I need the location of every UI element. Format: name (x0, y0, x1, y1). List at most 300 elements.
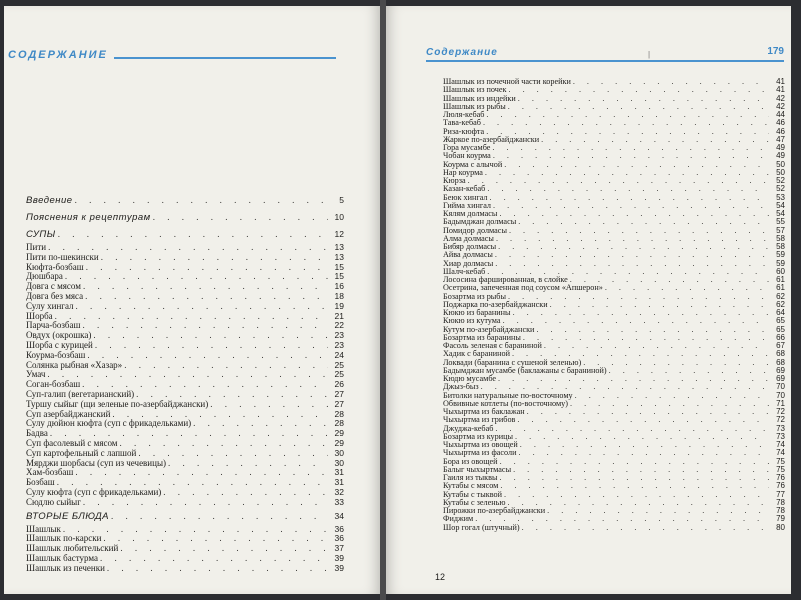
toc-entry-page: 41 (776, 85, 785, 95)
toc-entry-title: Умач (26, 369, 46, 380)
toc-entry-page: 10 (334, 212, 344, 222)
leader-dots (507, 499, 769, 507)
toc-entry-title: Кялям долмасы (443, 209, 498, 218)
toc-entry-title: Кюкю из баранины (443, 308, 511, 317)
leader-dots (536, 326, 769, 334)
leader-dots (95, 341, 328, 351)
leader-dots (103, 534, 328, 544)
leader-dots (76, 302, 328, 312)
leader-dots (509, 227, 769, 235)
leader-dots (75, 192, 328, 209)
toc-entry-title: Гаиля из тыквы (443, 473, 498, 482)
toc-entry-page: 27 (334, 398, 344, 409)
toc-entry-page: 25 (334, 359, 344, 370)
toc-entry-title: Суп азербайджанский (26, 408, 111, 419)
toc-entry-page: 64 (776, 308, 785, 317)
toc-entry-title: Овдух (окрошка) (26, 330, 92, 341)
leader-dots (550, 301, 769, 309)
toc-entry (443, 227, 785, 235)
leader-dots (193, 419, 328, 429)
leader-dots (522, 524, 769, 532)
leader-dots (609, 367, 769, 375)
toc-entry-title: Гийма хингал (443, 200, 491, 210)
toc-entry-page: 5 (339, 195, 344, 205)
toc-entry-title: Дюшбара (26, 271, 63, 282)
toc-entry-page: 54 (776, 209, 785, 218)
toc-entry-title: Хадик с бараниной (443, 349, 510, 359)
leader-dots (518, 449, 769, 457)
toc-entry (443, 103, 785, 111)
toc-entry-title: Шор гогал (штучный) (443, 522, 520, 532)
toc-entry-title: Сулу хингал (26, 300, 74, 311)
toc-entry-title: Кутабы с зеленью (443, 497, 506, 507)
toc-entry-title: Люля-кебаб (443, 110, 485, 119)
toc-entry-page: 49 (776, 151, 785, 161)
toc-entry-title: Фасоль зеленая с бараниной (443, 341, 542, 350)
leader-dots (547, 507, 769, 515)
toc-entry-page: 21 (334, 310, 344, 321)
toc-entry-title: Алма долмасы (443, 233, 494, 243)
toc-entry-title: Кутум по-азербайджански (443, 324, 535, 334)
toc-entry-title: Суп картофельный с лапшой (26, 447, 137, 458)
toc-section-page: 34 (334, 510, 344, 521)
leader-dots (487, 185, 769, 193)
leader-dots (500, 482, 769, 490)
toc-entry-page: 70 (776, 390, 785, 400)
toc-entry-page: 62 (776, 299, 785, 309)
leader-dots (489, 194, 769, 202)
leader-dots (513, 466, 769, 474)
toc-entry (26, 209, 344, 226)
toc-entry-page: 28 (334, 408, 344, 419)
toc-entry-title: Фиджим (443, 514, 474, 524)
toc-entry-page: 73 (776, 431, 785, 441)
leader-dots (492, 144, 769, 152)
toc-entry-page: 29 (334, 428, 344, 439)
toc-entry-page: 61 (776, 283, 785, 293)
toc-entry-page: 22 (334, 320, 344, 331)
toc-entry-page: 52 (776, 176, 785, 185)
toc-entry-title: Чыхыртма из фасоли (443, 448, 517, 458)
toc-entry (443, 243, 785, 251)
toc-entry-page: 78 (776, 497, 785, 507)
toc-entry-page: 24 (334, 349, 344, 360)
leader-dots (500, 458, 769, 466)
toc-entry-page: 52 (776, 184, 785, 194)
toc-entry-page: 39 (334, 552, 344, 563)
leader-dots (483, 119, 769, 127)
leader-dots (82, 321, 328, 331)
right-page (386, 6, 791, 594)
leader-dots (570, 400, 769, 408)
toc-entry-page: 42 (776, 93, 785, 103)
toc-entry-title: Шашлык (26, 523, 61, 534)
left-toc (26, 192, 344, 574)
leader-dots (515, 433, 769, 441)
toc-entry-title: Пояснения к рецептурам (26, 212, 151, 223)
leader-dots (85, 292, 328, 302)
leader-dots (495, 260, 769, 268)
leader-dots (486, 111, 769, 119)
left-header-title: СОДЕРЖАНИЕ (8, 49, 108, 61)
toc-entry (443, 524, 785, 532)
toc-entry-page: 41 (776, 77, 785, 86)
toc-entry-page: 25 (334, 369, 344, 380)
toc-entry-page: 47 (776, 134, 785, 144)
toc-entry (26, 459, 344, 469)
toc-entry-title: Кюфта-бозбаш (26, 261, 84, 272)
leader-dots (87, 351, 328, 361)
leader-dots (498, 375, 769, 383)
toc-entry-title: Чыхыртма из баклажан (443, 407, 525, 416)
leader-dots (527, 408, 769, 416)
toc-entry (443, 260, 785, 268)
toc-entry-title: Парча-бозбаш (26, 320, 81, 331)
toc-entry-page: 78 (776, 506, 785, 515)
toc-entry-page: 73 (776, 423, 785, 433)
leader-dots (605, 284, 769, 292)
toc-entry-title: Сулу дюйюн кюфта (суп с фрикадельками) (26, 418, 192, 429)
toc-entry-title: Бозартма из баранины (443, 332, 521, 342)
toc-entry (443, 507, 785, 515)
toc-entry-title: Бозбаш (26, 477, 55, 488)
leader-dots (498, 243, 769, 251)
leader-dots (86, 263, 328, 273)
leader-dots (493, 202, 769, 210)
toc-entry-page: 50 (776, 167, 785, 177)
toc-entry-page: 19 (334, 300, 344, 311)
toc-entry-page: 13 (334, 251, 344, 262)
toc-entry-title: Бадымджан мусамбе (баклажаны с бараниной) (443, 365, 607, 375)
leader-dots (163, 488, 328, 498)
toc-entry-title: Нар коурма (443, 167, 483, 177)
toc-entry-title: Шашлык бастурма (26, 552, 99, 563)
toc-entry-title: Введение (26, 195, 73, 206)
toc-entry-title: Шашлык из почечной части корейки (443, 77, 571, 86)
toc-entry-page: 32 (334, 486, 344, 497)
leader-dots (55, 312, 328, 322)
toc-entry-title: Бадва (26, 428, 48, 439)
toc-entry-page: 55 (776, 217, 785, 227)
toc-entry-title: Риза-кюфта (443, 126, 485, 136)
toc-entry (443, 119, 785, 127)
toc-section-mains (26, 508, 344, 525)
toc-entry-page: 72 (776, 415, 785, 425)
toc-entry-page: 76 (776, 473, 785, 482)
toc-entry-title: Лососина фаршированная, в слойке (443, 275, 568, 284)
toc-entry-title: Довга без мяса (26, 290, 84, 301)
toc-entry-page: 46 (776, 126, 785, 136)
toc-entry-page: 50 (776, 159, 785, 169)
toc-entry-page: 75 (776, 456, 785, 466)
toc-entry-title: Коурма-бозбаш (26, 349, 86, 360)
toc-entry-page: 65 (776, 324, 785, 334)
toc-entry-page: 74 (776, 440, 785, 449)
toc-entry (443, 416, 785, 424)
toc-entry (26, 419, 344, 429)
toc-section-soups (26, 226, 344, 243)
leader-dots (520, 441, 769, 449)
toc-entry (26, 302, 344, 312)
toc-entry-page: 15 (334, 271, 344, 282)
toc-entry (443, 375, 785, 383)
toc-entry-title: Балыг чыхыртмасы (443, 464, 512, 474)
leader-dots (500, 474, 769, 482)
toc-entry (443, 111, 785, 119)
leader-dots (120, 544, 328, 554)
toc-entry-title: Пити по-шекински (26, 251, 99, 262)
toc-entry-page: 59 (776, 258, 785, 268)
toc-entry-page: 15 (334, 261, 344, 272)
leader-dots (168, 459, 328, 469)
toc-entry-page: 76 (776, 481, 785, 491)
toc-entry-title: Чыхыртма из овощей (443, 440, 518, 449)
toc-entry-page: 75 (776, 464, 785, 474)
toc-entry-title: Кутабы с мясом (443, 481, 499, 491)
leader-dots (495, 425, 769, 433)
toc-entry-page: 58 (776, 242, 785, 251)
toc-entry (443, 144, 785, 152)
leader-dots (508, 103, 769, 111)
footer-page-number: 12 (435, 572, 446, 582)
right-page-header (426, 44, 784, 60)
toc-entry (443, 194, 785, 202)
toc-entry-title: Шашлык из индейки (443, 93, 516, 103)
toc-entry-title: Шорба (26, 310, 53, 321)
leader-dots (508, 86, 769, 94)
toc-entry-title: Довга с мясом (26, 281, 81, 292)
leader-dots (573, 78, 769, 86)
toc-entry (26, 361, 344, 371)
toc-entry-title: Бадымджан долмасы (443, 217, 517, 227)
toc-entry-page: 28 (334, 418, 344, 429)
toc-entry-title: Сюдлю сыйыг (26, 496, 81, 507)
toc-entry-page: 57 (776, 225, 785, 235)
toc-entry-page: 77 (776, 489, 785, 499)
leader-dots (124, 361, 328, 371)
toc-entry-page: 69 (776, 365, 785, 375)
toc-entry-page: 30 (334, 447, 344, 458)
toc-entry-page: 68 (776, 349, 785, 359)
toc-entry-title: Шашлык по-карски (26, 533, 102, 544)
toc-entry-title: Гора мусамбе (443, 143, 491, 152)
right-toc (443, 78, 785, 532)
toc-entry-title: Пити (26, 242, 47, 252)
toc-entry-title: Солянка рыбная «Хазар» (26, 359, 123, 370)
toc-entry-title: Коурма с алычой (443, 159, 503, 169)
toc-entry (26, 498, 344, 508)
leader-dots (63, 525, 328, 535)
toc-entry-title: Бозартма из курицы (443, 431, 514, 441)
toc-entry-title: Беюк хингал (443, 192, 488, 202)
toc-entry-page: 54 (776, 200, 785, 210)
toc-entry-page: 60 (776, 266, 785, 276)
toc-entry-page: 18 (334, 290, 344, 301)
leader-dots (495, 251, 769, 259)
toc-entry-page: 23 (334, 339, 344, 350)
leader-dots (504, 491, 769, 499)
leader-dots (47, 370, 328, 380)
toc-entry-page: 59 (776, 250, 785, 260)
toc-entry-page: 42 (776, 101, 785, 111)
leader-dots (518, 218, 769, 226)
toc-entry-title: Сулу кюфта (суп с фрикадельками) (26, 486, 162, 497)
toc-entry-page: 80 (776, 522, 785, 532)
toc-entry-title: Помидор долмасы (443, 225, 507, 235)
toc-entry-page: 27 (334, 388, 344, 399)
toc-entry-title: Суп фасолевый с мясом (26, 437, 118, 448)
leader-dots (107, 564, 328, 574)
toc-entry-page: 65 (776, 316, 785, 326)
toc-entry-page: 72 (776, 407, 785, 416)
toc-entry-title: Шашлык из рыбы (443, 101, 506, 111)
toc-entry-title: Локвади (баранина с сушеной зеленью) (443, 357, 582, 367)
toc-entry-title: Кюдю мусамбе (443, 374, 497, 383)
leader-dots (523, 334, 769, 342)
toc-entry-title: Поджарка по-азербайджански (443, 299, 548, 309)
left-page (4, 6, 380, 594)
toc-entry-page: 37 (334, 543, 344, 554)
toc-entry-page: 74 (776, 448, 785, 458)
toc-entry-page: 23 (334, 330, 344, 341)
toc-entry-title: Джыз-быз (443, 382, 479, 392)
toc-section-title: СУПЫ (26, 229, 56, 240)
toc-entry-title: Шашлык из печенки (26, 562, 105, 573)
toc-entry-title: Соган-бозбаш (26, 379, 81, 390)
leader-dots (111, 508, 328, 525)
leader-dots (138, 449, 328, 459)
leader-dots (544, 342, 769, 350)
toc-entry-page: 69 (776, 374, 785, 383)
leader-dots (517, 416, 769, 424)
toc-section-page: 12 (334, 229, 344, 239)
toc-entry-title: Чыхыртма из грибов (443, 415, 516, 425)
left-page-header (6, 44, 376, 60)
toc-entry-title: Битолки натуральные по-восточному (443, 390, 573, 400)
toc-entry-page: 36 (334, 533, 344, 544)
leader-dots (496, 235, 769, 243)
toc-entry-title: Обвивные котлеты (по-восточному) (443, 398, 568, 408)
toc-entry (26, 468, 344, 478)
toc-entry-page: 36 (334, 523, 344, 534)
leader-dots (83, 282, 328, 292)
leader-dots (583, 359, 769, 367)
right-page-number: 179 (767, 46, 784, 57)
leader-dots (65, 272, 328, 282)
toc-entry-page: 70 (776, 382, 785, 392)
leader-dots (58, 226, 328, 243)
toc-entry-title: Шашлык из почек (443, 85, 507, 95)
toc-entry-title: Тава-кебаб (443, 118, 481, 128)
toc-entry-page: 39 (334, 562, 344, 573)
leader-dots (468, 177, 769, 185)
toc-entry-title: Шорба с курицей (26, 339, 93, 350)
leader-dots (504, 161, 769, 169)
leader-dots (83, 498, 328, 508)
leader-dots (493, 152, 769, 160)
toc-entry-title: Суп-галип (вегетарианский) (26, 388, 135, 399)
toc-entry-page: 30 (334, 457, 344, 468)
toc-section-title: ВТОРЫЕ БЛЮДА (26, 510, 110, 522)
leader-dots (101, 253, 328, 263)
toc-entry (443, 161, 785, 169)
toc-entry-title: Казан-кебаб (443, 184, 486, 194)
leader-dots (210, 400, 328, 410)
leader-dots (499, 210, 769, 218)
toc-entry-page: 67 (776, 341, 785, 350)
toc-entry (26, 564, 344, 574)
toc-entry (443, 185, 785, 193)
toc-entry-page: 71 (776, 398, 785, 408)
left-header-rule (114, 57, 336, 59)
leader-dots (513, 309, 769, 317)
leader-dots (93, 331, 328, 341)
toc-entry-title: Шалч-кебаб (443, 266, 486, 276)
leader-dots (75, 468, 328, 478)
toc-entry-title: Туршу сыйыг (щи зеленые по-азербайджански) (26, 398, 209, 409)
toc-entry-title: Кюрза (443, 176, 466, 185)
toc-entry-title: Кюкю из кутума (443, 316, 501, 326)
leader-dots (541, 136, 769, 144)
toc-entry-page: 46 (776, 118, 785, 128)
toc-entry-title: Мярджи шорбасы (суп из чечевицы) (26, 457, 166, 468)
toc-entry-title: Бора из овощей (443, 456, 498, 466)
toc-entry (443, 169, 785, 177)
toc-entry (26, 192, 344, 209)
toc-entry-title: Айва долмасы (443, 250, 493, 260)
toc-entry-page: 49 (776, 143, 785, 152)
leader-dots (518, 95, 769, 103)
toc-entry-page: 58 (776, 233, 785, 243)
toc-entry-page: 53 (776, 192, 785, 202)
toc-entry-title: Шашлык любительский (26, 543, 119, 554)
toc-entry-title: Хам-бозбаш (26, 467, 74, 478)
toc-entry-page: 13 (334, 242, 344, 252)
toc-entry-page: 68 (776, 357, 785, 367)
leader-dots (503, 317, 769, 325)
toc-entry-page: 62 (776, 291, 785, 301)
toc-entry-page: 31 (334, 477, 344, 488)
leader-dots (120, 439, 329, 449)
right-header-title: Содержание (426, 47, 498, 58)
right-header-rule (426, 60, 784, 62)
toc-entry-page: 44 (776, 110, 785, 119)
toc-entry-title: Осетрина, запеченная под соусом «Апшерон» (443, 283, 603, 293)
toc-entry-title: Бозартма из рыбы (443, 291, 506, 301)
leader-dots (153, 209, 328, 226)
leader-dots (485, 169, 769, 177)
toc-entry-page: 79 (776, 514, 785, 524)
toc-entry-page: 26 (334, 379, 344, 390)
toc-entry-title: Жаркое по-азербайджански (443, 134, 540, 144)
toc-entry (443, 136, 785, 144)
toc-entry-title: Хиар долмасы (443, 258, 494, 268)
toc-entry-title: Бибяр долмасы (443, 242, 497, 251)
toc-entry (443, 251, 785, 259)
toc-entry-page: 66 (776, 332, 785, 342)
toc-entry-title: Джуджа-кебаб (443, 423, 494, 433)
page-mark: | (648, 50, 651, 59)
toc-entry-page: 31 (334, 467, 344, 478)
toc-entry-page: 16 (334, 281, 344, 292)
toc-entry-page: 33 (334, 496, 344, 507)
toc-entry-title: Кутабы с тыквой (443, 489, 502, 499)
toc-entry (443, 177, 785, 185)
toc-entry (26, 263, 344, 273)
leader-dots (575, 392, 769, 400)
leader-dots (100, 554, 328, 564)
toc-entry-page: 29 (334, 437, 344, 448)
